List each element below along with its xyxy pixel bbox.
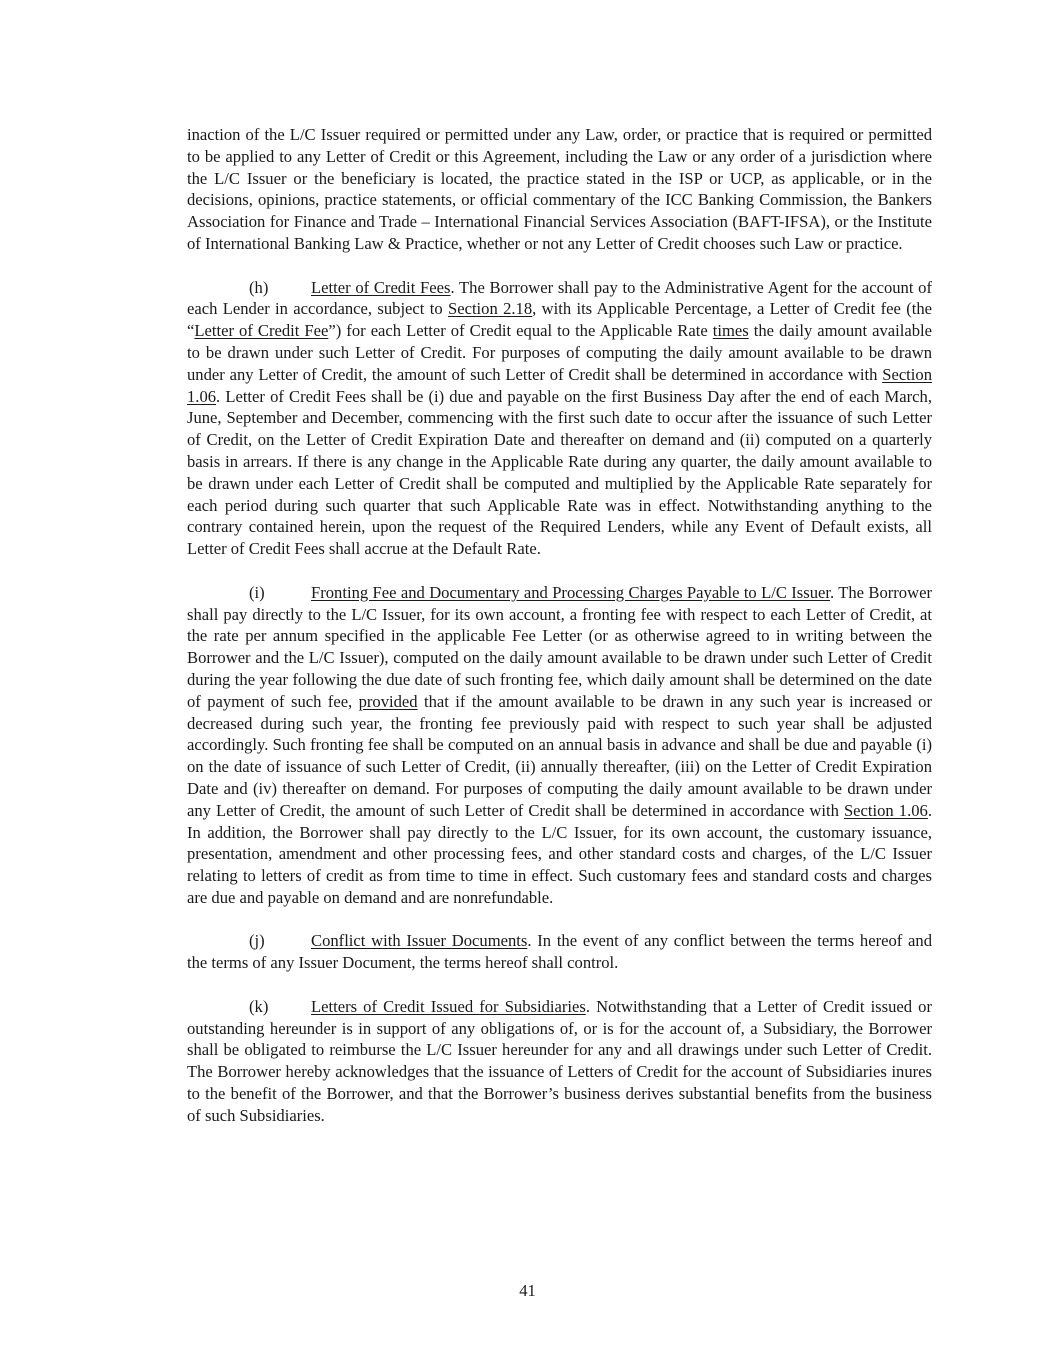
defined-term: Letter of Credit Fee — [194, 321, 329, 341]
paragraph-i-text-3: . In addition, the Borrower shall pay directly to the L/C Issuer, for its own account, the customary issuance, presentation, amendment and other processing fees, and other standard costs and charges, of the L/C Issuer relating to letters of credit as from time to time in effect. Such customary fees and standard costs and charges are due and payable on demand and are nonrefundable. — [187, 800, 932, 907]
paragraph-i-text-1: . The Borrower shall pay directly to the L/C Issuer, for its own account, a fronting fee with respect to each Letter of Credit, at the rate per annum specified in the applicable Fee Letter (or as otherwise agreed to in writing between the Borrower and the L/C Issuer), computed on the daily amount available to be drawn under such Letter of Credit during the year following the due date of such fronting fee, which daily amount shall be determined on the date of payment of such fee, — [187, 582, 932, 711]
paragraph-j-marker: (j) — [249, 931, 265, 951]
emphasis-term: provided — [358, 691, 418, 711]
paragraph-h-text-1: . The Borrower shall pay to the Administrative Agent for the account of each Lender in accordance, subject to — [187, 277, 932, 319]
paragraph-h-text-3: ”) for each Letter of Credit equal to the Applicable Rate — [328, 321, 713, 341]
paragraph-j-text-1: . In the event of any conflict between the terms hereof and the terms of any Issuer Document, the terms hereof shall control. — [187, 931, 932, 973]
document-page — [187, 124, 932, 1148]
section-reference: Section 2.18 — [447, 299, 533, 319]
paragraph-h-text-2: , with its Applicable Percentage, a Letter of Credit fee (the “ — [187, 299, 932, 341]
paragraph-h-heading: Letter of Credit Fees — [311, 277, 451, 297]
paragraph-i-marker: (i) — [249, 582, 265, 602]
paragraph-k-text-1: . Notwithstanding that a Letter of Credit issued or outstanding hereunder is in support of any obligations of, or is for the account of, a Subsidiary, the Borrower shall be obligated to reimburse the L/C Issuer hereunder for any and all drawings under such Letter of Credit. The Borrower hereby acknowledges that the issuance of Letters of Credit for the account of Subsidiaries inures to the benefit of the Borrower, and that the Borrower’s business derives substantial benefits from the business of such Subsidiaries. — [187, 996, 932, 1125]
paragraph-h-marker: (h) — [249, 277, 269, 297]
page-number: 41 — [519, 1281, 536, 1300]
section-reference: Section 1.06 — [187, 364, 932, 406]
paragraph-i-text-2: that if the amount available to be drawn in any such year is increased or decreased during such year, the fronting fee previously paid with respect to such year shall be adjusted accordingly. Such fronting fee shall be computed on an annual basis in advance and shall be due and payable (i) on the date of issuance of such Letter of Credit, (ii) annually thereafter, (iii) on the Letter of Credit Expiration Date and (iv) thereafter on demand. For purposes of computing the daily amount available to be drawn under any Letter of Credit, the amount of such Letter of Credit shall be determined in accordance with — [187, 691, 932, 820]
paragraph-h-text-4: the daily amount available to be drawn under such Letter of Credit. For purposes of computing the daily amount available to be drawn under any Letter of Credit, the amount of such Letter of Credit shall be determined in accordance with — [187, 321, 932, 384]
paragraph-h — [187, 277, 932, 560]
paragraph-g-text: inaction of the L/C Issuer required or permitted under any Law, order, or practice that is required or permitted to be applied to any Letter of Credit or this Agreement, including the Law or any order of a jurisdiction where the L/C Issuer or the beneficiary is located, the practice stated in the ISP or UCP, as applicable, or in the decisions, opinions, practice statements, or official commentary of the ICC Banking Commission, the Bankers Association for Finance and Trade – International Financial Services Association (BAFT-IFSA), or the Institute of International Banking Law & Practice, whether or not any Letter of Credit chooses such Law or practice. — [187, 125, 932, 253]
emphasis-term: times — [712, 321, 749, 341]
paragraph-k-marker: (k) — [249, 996, 269, 1016]
paragraph-h-text-5: . Letter of Credit Fees shall be (i) due and payable on the first Business Day after the end of each March, June, September and December, commencing with the first such date to occur after the issuance of such Letter of Credit, on the Letter of Credit Expiration Date and thereafter on demand and (ii) computed on a quarterly basis in arrears. If there is any change in the Applicable Rate during any quarter, the daily amount available to be drawn under each Letter of Credit shall be computed and multiplied by the Applicable Rate separately for each period during such quarter that such Applicable Rate was in effect. Notwithstanding anything to the contrary contained herein, upon the request of the Required Lenders, while any Event of Default exists, all Letter of Credit Fees shall accrue at the Default Rate. — [187, 386, 932, 559]
paragraph-k-heading: Letters of Credit Issued for Subsidiaries — [311, 996, 586, 1016]
paragraph-j — [187, 930, 932, 974]
paragraph-k — [187, 996, 932, 1127]
paragraph-i — [187, 582, 932, 909]
paragraph-g-continuation — [187, 124, 932, 255]
paragraph-j-heading: Conflict with Issuer Documents — [311, 931, 528, 951]
paragraph-i-heading: Fronting Fee and Documentary and Processing Charges Payable to L/C Issuer — [311, 582, 830, 602]
section-reference: Section 1.06 — [843, 800, 928, 820]
